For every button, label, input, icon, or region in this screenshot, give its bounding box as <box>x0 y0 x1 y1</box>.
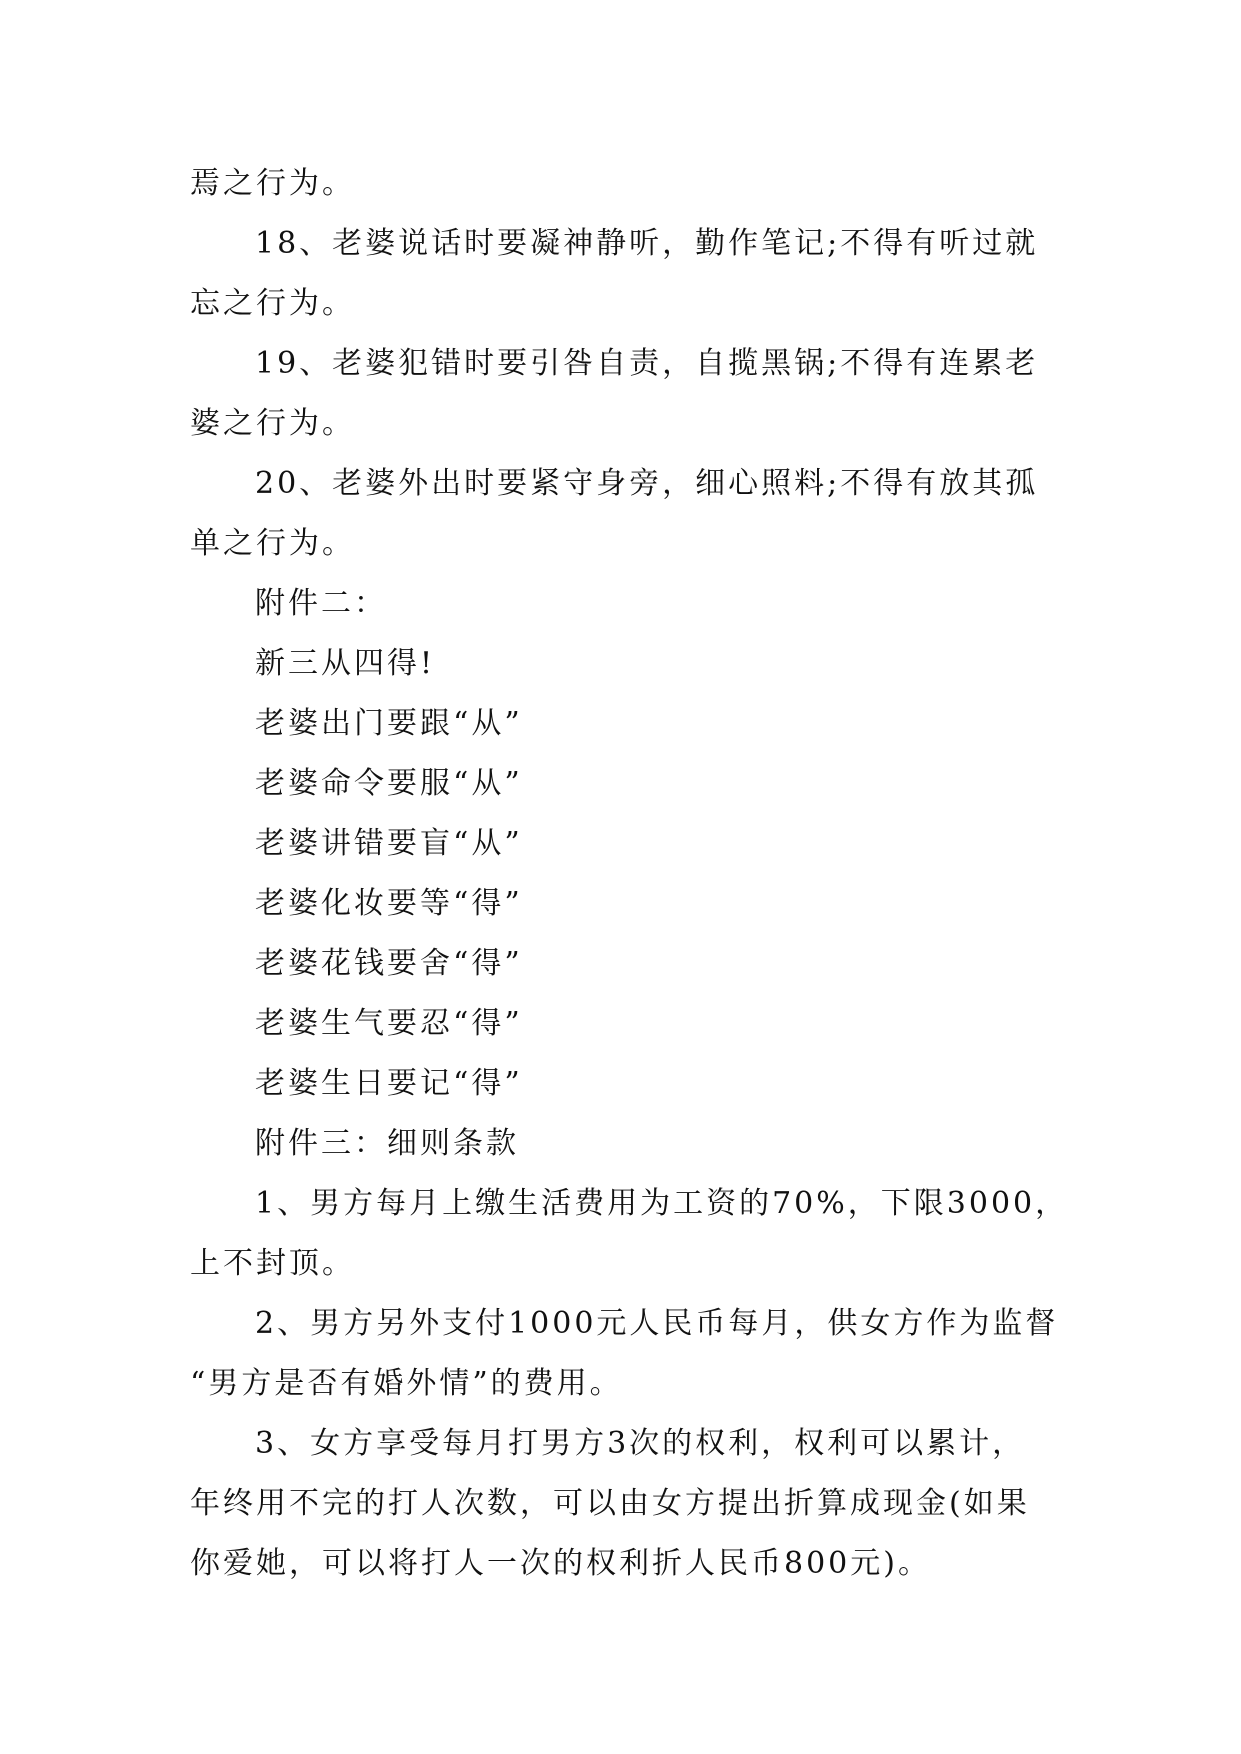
text-line: 18、老婆说话时要凝神静听，勤作笔记;不得有听过就 <box>255 226 1039 261</box>
text-line: 忘之行为。 <box>190 286 355 321</box>
text-line: 年终用不完的打人次数，可以由女方提出折算成现金(如果 <box>190 1486 1030 1521</box>
attachment-heading: 附件三：细则条款 <box>255 1126 519 1161</box>
text-line: 老婆讲错要盲“从” <box>255 826 523 861</box>
text-line: 3、女方享受每月打男方3次的权利，权利可以累计， <box>255 1426 1026 1461</box>
text-line: 老婆化妆要等“得” <box>255 886 523 921</box>
text-line: 2、男方另外支付1000元人民币每月，供女方作为监督 <box>255 1306 1059 1341</box>
text-line: 19、老婆犯错时要引咎自责，自揽黑锅;不得有连累老 <box>255 346 1039 381</box>
text-line: 老婆生气要忍“得” <box>255 1006 523 1041</box>
text-line: 单之行为。 <box>190 526 355 561</box>
text-line: 20、老婆外出时要紧守身旁，细心照料;不得有放其孤 <box>255 466 1039 501</box>
text-line: 婆之行为。 <box>190 406 355 441</box>
text-line: 1、男方每月上缴生活费用为工资的70%，下限3000， <box>255 1186 1069 1221</box>
text-line: “男方是否有婚外情”的费用。 <box>190 1366 623 1401</box>
text-line: 新三从四得! <box>255 646 436 681</box>
attachment-heading: 附件二： <box>255 586 387 621</box>
text-line: 老婆出门要跟“从” <box>255 706 523 741</box>
text-line: 老婆花钱要舍“得” <box>255 946 523 981</box>
text-line: 老婆命令要服“从” <box>255 766 523 801</box>
text-line: 焉之行为。 <box>190 166 355 201</box>
text-line: 上不封顶。 <box>190 1246 355 1281</box>
text-line: 你爱她，可以将打人一次的权利折人民币800元)。 <box>190 1546 931 1581</box>
text-line: 老婆生日要记“得” <box>255 1066 523 1101</box>
